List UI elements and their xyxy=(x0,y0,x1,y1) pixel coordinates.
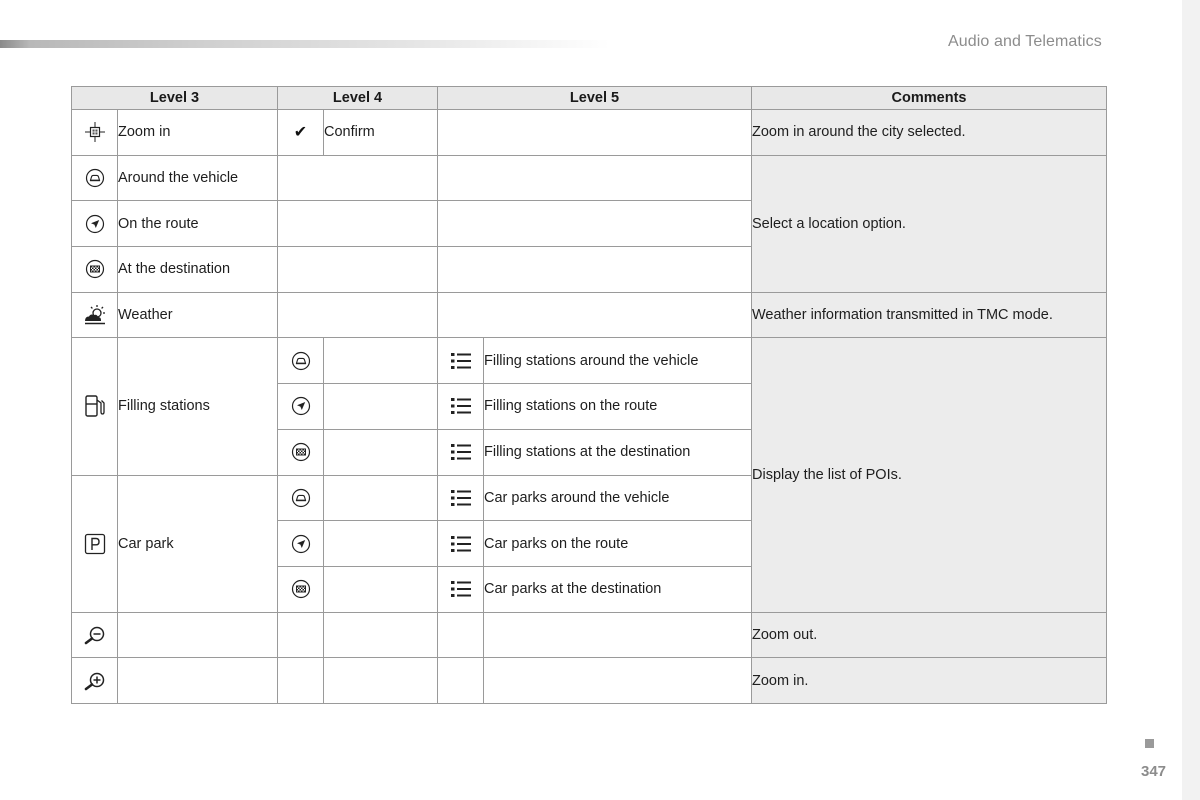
weather-icon xyxy=(72,292,118,338)
menu-table xyxy=(71,86,1107,704)
empty-cell xyxy=(324,658,438,704)
empty-cell xyxy=(278,247,438,293)
empty-cell xyxy=(324,521,438,567)
empty-cell xyxy=(438,155,752,201)
list-icon xyxy=(438,475,484,521)
empty-cell xyxy=(324,429,438,475)
option-car-parks-on-route: Car parks on the route xyxy=(484,521,752,567)
option-filling-stations-at-destination: Filling stations at the destination xyxy=(484,429,752,475)
option-filling-stations-around-vehicle: Filling stations around the vehicle xyxy=(484,338,752,384)
option-around-vehicle: Around the vehicle xyxy=(118,155,278,201)
option-car-park: Car park xyxy=(118,475,278,612)
empty-cell xyxy=(324,566,438,612)
option-filling-stations-on-route: Filling stations on the route xyxy=(484,384,752,430)
empty-cell xyxy=(484,658,752,704)
section-title: Audio and Telematics xyxy=(948,33,1102,50)
empty-cell xyxy=(438,201,752,247)
column-header-comments: Comments xyxy=(752,87,1107,110)
header-decoration-bar xyxy=(0,40,610,48)
empty-cell xyxy=(278,292,438,338)
comment-poi-list: Display the list of POIs. xyxy=(752,338,1107,612)
empty-cell xyxy=(118,658,278,704)
table-row xyxy=(72,292,1107,338)
empty-cell xyxy=(438,247,752,293)
table-row xyxy=(72,612,1107,658)
list-icon xyxy=(438,521,484,567)
comment-zoom-in: Zoom in. xyxy=(752,658,1107,704)
comment-zoom-out: Zoom out. xyxy=(752,612,1107,658)
table-row xyxy=(72,155,1107,201)
comment-weather: Weather information transmitted in TMC mode. xyxy=(752,292,1107,338)
empty-cell xyxy=(438,110,752,156)
option-weather: Weather xyxy=(118,292,278,338)
comment-location-option: Select a location option. xyxy=(752,155,1107,292)
page-edge-strip xyxy=(1182,0,1200,800)
empty-cell xyxy=(278,612,324,658)
list-icon xyxy=(438,429,484,475)
zoom-in-map-icon xyxy=(72,110,118,156)
on-route-icon xyxy=(278,384,324,430)
zoom-in-icon xyxy=(72,658,118,704)
fuel-pump-icon xyxy=(72,338,118,475)
comment-zoom-in-city: Zoom in around the city selected. xyxy=(752,110,1107,156)
empty-cell xyxy=(278,658,324,704)
option-on-route: On the route xyxy=(118,201,278,247)
empty-cell xyxy=(324,384,438,430)
empty-cell xyxy=(484,612,752,658)
on-route-icon xyxy=(72,201,118,247)
empty-cell xyxy=(438,658,484,704)
empty-cell xyxy=(118,612,278,658)
option-zoom-in: Zoom in xyxy=(118,110,278,156)
on-route-icon xyxy=(278,521,324,567)
around-vehicle-icon xyxy=(72,155,118,201)
empty-cell xyxy=(278,201,438,247)
empty-cell xyxy=(324,475,438,521)
page-number: 347 xyxy=(1141,763,1167,780)
list-icon xyxy=(438,566,484,612)
column-header-level5: Level 5 xyxy=(438,87,752,110)
empty-cell xyxy=(438,612,484,658)
column-header-level3: Level 3 xyxy=(72,87,278,110)
option-confirm: Confirm xyxy=(324,110,438,156)
option-at-destination: At the destination xyxy=(118,247,278,293)
around-vehicle-icon xyxy=(278,338,324,384)
option-car-parks-at-destination: Car parks at the destination xyxy=(484,566,752,612)
list-icon xyxy=(438,338,484,384)
zoom-out-icon xyxy=(72,612,118,658)
empty-cell xyxy=(278,155,438,201)
table-row xyxy=(72,658,1107,704)
destination-icon xyxy=(278,429,324,475)
column-header-level4: Level 4 xyxy=(278,87,438,110)
list-icon xyxy=(438,384,484,430)
table-row xyxy=(72,110,1107,156)
option-filling-stations: Filling stations xyxy=(118,338,278,475)
table-row xyxy=(72,338,1107,384)
empty-cell xyxy=(324,612,438,658)
page-marker xyxy=(1145,739,1154,748)
table-header-row xyxy=(72,87,1107,110)
option-car-parks-around-vehicle: Car parks around the vehicle xyxy=(484,475,752,521)
empty-cell xyxy=(324,338,438,384)
confirm-check-icon: ✔ xyxy=(278,110,324,156)
destination-icon xyxy=(278,566,324,612)
parking-icon xyxy=(72,475,118,612)
destination-icon xyxy=(72,247,118,293)
empty-cell xyxy=(438,292,752,338)
around-vehicle-icon xyxy=(278,475,324,521)
